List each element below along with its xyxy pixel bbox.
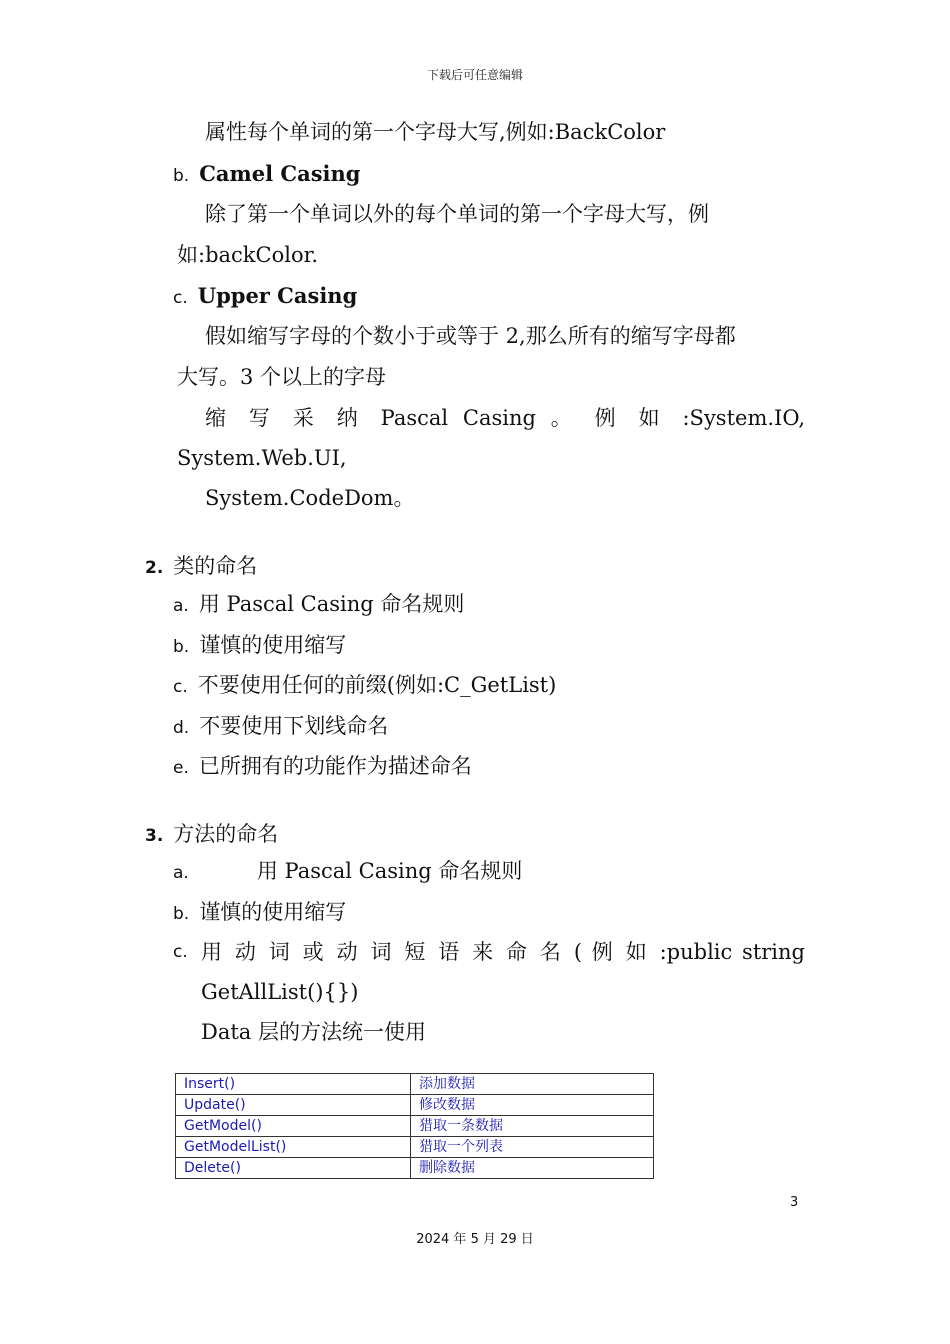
table-row: [176, 1074, 654, 1095]
list-text: 不要使用下划线命名: [199, 714, 389, 738]
method-desc-cell: 修改数据: [411, 1095, 654, 1116]
table-row: [176, 1095, 654, 1116]
table-row: [176, 1116, 654, 1137]
list-text: 用 动 词 或 动 词 短 语 来 命 名 ( 例 如 :public string: [201, 940, 805, 964]
list-label: d.: [173, 718, 190, 738]
method-name-cell: GetModelList(): [176, 1137, 411, 1158]
page-header: 下载后可任意编辑: [426, 68, 523, 82]
list-label: b.: [173, 904, 190, 924]
list-label: b.: [173, 166, 190, 186]
method-desc-cell: 添加数据: [411, 1074, 654, 1095]
section-heading: [145, 550, 257, 580]
section-number: 2.: [145, 558, 164, 578]
footer-date: 2024 年 5 月 29 日: [416, 1232, 534, 1247]
method-name-cell: Delete(): [176, 1158, 411, 1179]
list-text: 不要使用任何的前缀(例如:C_GetList): [197, 673, 557, 697]
list-item-title: Upper Casing: [197, 283, 358, 308]
list-label: c.: [173, 677, 188, 697]
list-text: 谨慎的使用缩写: [199, 900, 347, 924]
page-number: 3: [790, 1195, 799, 1210]
list-label: a.: [173, 596, 189, 616]
list-item: [173, 712, 388, 740]
body-line: System.CodeDom。: [205, 486, 415, 510]
list-label-c: c.: [173, 942, 188, 962]
body-line: 大写。3 个以上的字母: [177, 365, 387, 389]
list-label: c.: [173, 288, 188, 308]
list-item-title: Camel Casing: [199, 161, 361, 186]
method-desc-cell: 猎取一条数据: [411, 1116, 654, 1137]
list-text: 谨慎的使用缩写: [199, 633, 347, 657]
list-item-camel-casing: [173, 160, 360, 188]
list-text-continued: GetAllList(){}): [201, 980, 359, 1004]
list-label: a.: [173, 863, 189, 883]
method-name-cell: Update(): [176, 1095, 411, 1116]
list-text: 用 Pascal Casing 命名规则: [198, 592, 465, 616]
body-line: 如:backColor.: [177, 243, 319, 267]
body-line: System.Web.UI,: [177, 446, 347, 470]
body-line: 除了第一个单词以外的每个单词的第一个字母大写，例: [205, 202, 709, 226]
body-line: 假如缩写字母的个数小于或等于 2,那么所有的缩写字母都: [205, 324, 736, 348]
body-line: 缩 写 采 纳 Pascal Casing 。 例 如 :System.IO,: [205, 406, 805, 430]
section-title: 类的命名: [173, 554, 258, 578]
list-item-upper-casing: [173, 282, 357, 310]
list-item: [173, 631, 346, 659]
table-row: [176, 1158, 654, 1179]
table-row: [176, 1137, 654, 1158]
method-desc-cell: 删除数据: [411, 1158, 654, 1179]
list-label: e.: [173, 758, 189, 778]
list-item: [173, 671, 556, 699]
section-number: 3.: [145, 826, 164, 846]
section-heading: [145, 818, 278, 848]
list-label: b.: [173, 637, 190, 657]
list-text: 已所拥有的功能作为描述命名: [198, 754, 472, 778]
body-line: 属性每个单词的第一个字母大写,例如:BackColor: [205, 120, 666, 144]
method-desc-cell: 猎取一个列表: [411, 1137, 654, 1158]
body-line: Data 层的方法统一使用: [201, 1020, 426, 1044]
list-item: [173, 898, 346, 926]
list-item: [173, 590, 464, 618]
method-name-cell: GetModel(): [176, 1116, 411, 1137]
list-item: [173, 752, 472, 780]
list-text: 用 Pascal Casing 命名规则: [256, 859, 523, 883]
list-item: [173, 857, 522, 885]
method-name-cell: Insert(): [176, 1074, 411, 1095]
section-title: 方法的命名: [173, 822, 279, 846]
method-table: [175, 1073, 654, 1179]
